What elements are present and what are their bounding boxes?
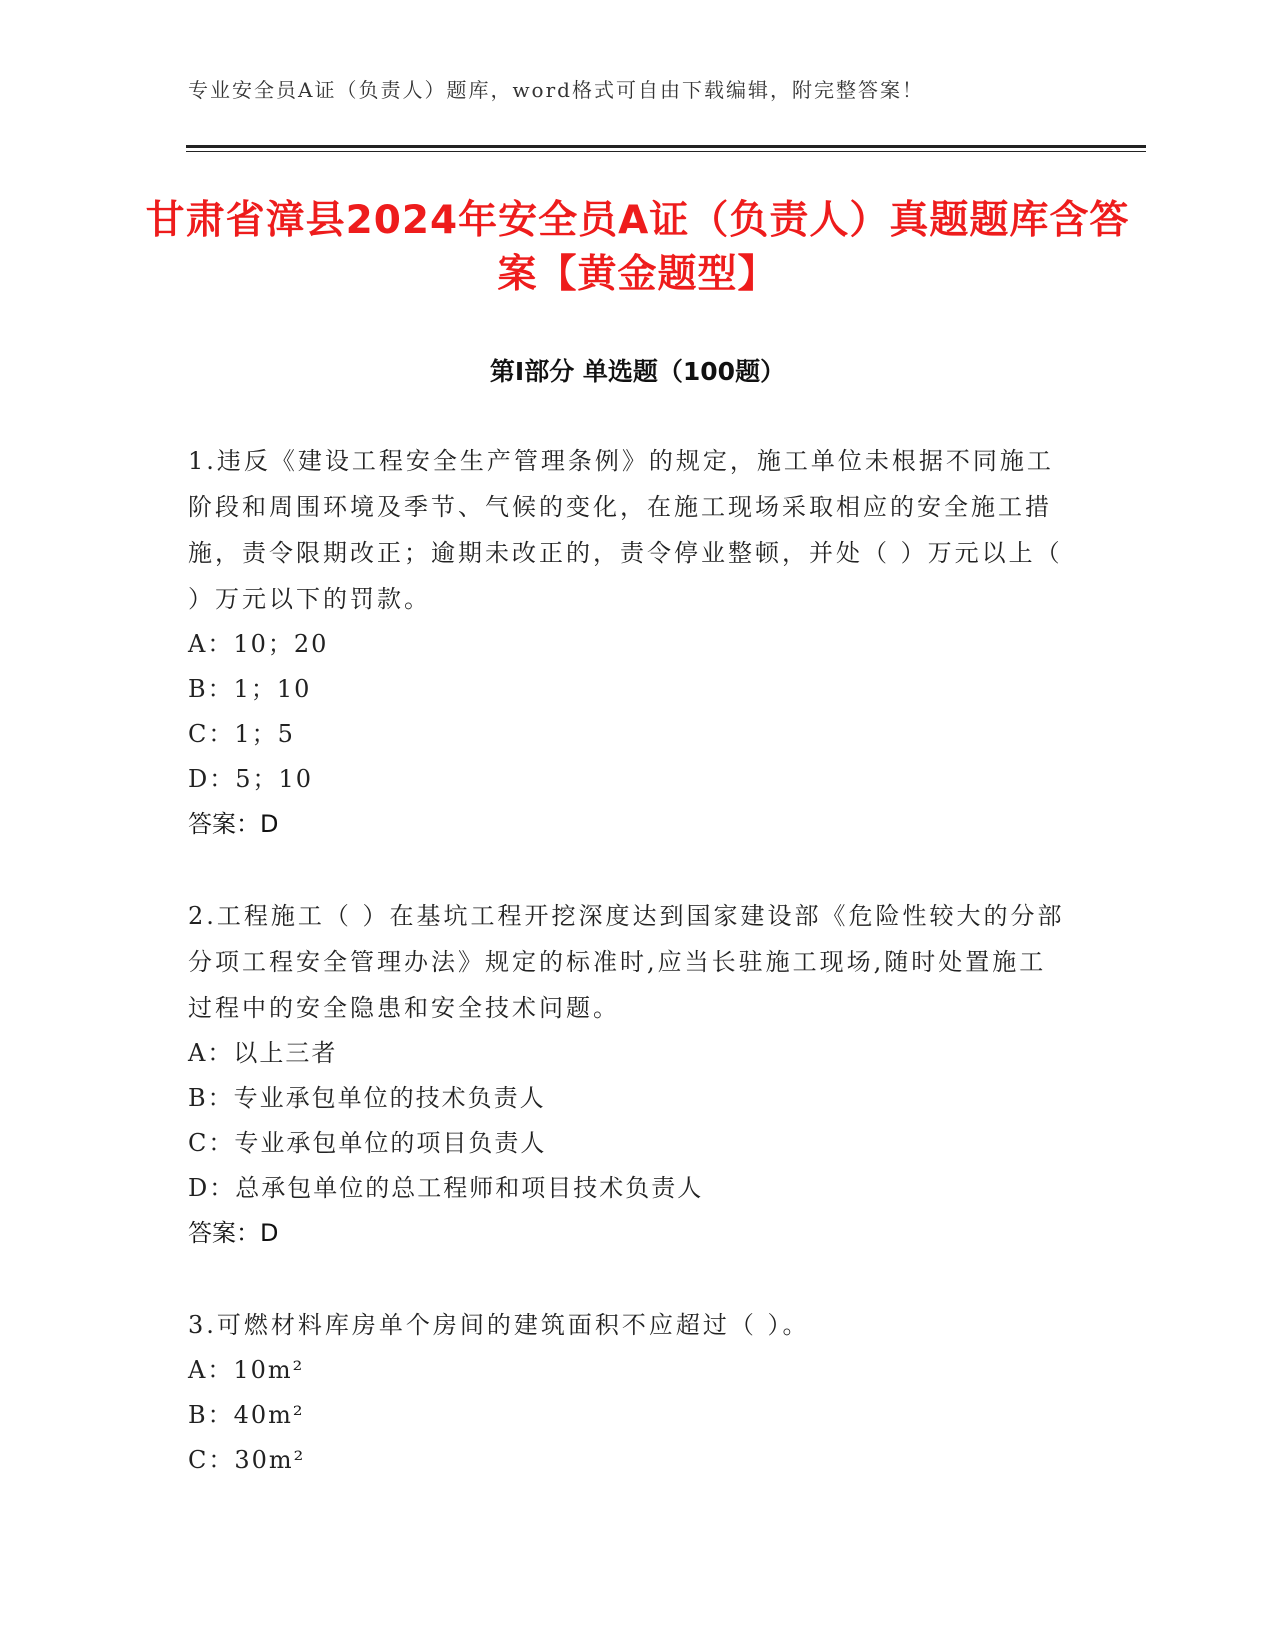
option-b: B：专业承包单位的技术负责人 xyxy=(188,1084,546,1112)
option-c: C：30m² xyxy=(188,1446,306,1474)
question-3 xyxy=(188,1302,1068,1483)
question-list xyxy=(188,438,1068,1529)
document-title: 甘肃省漳县2024年安全员A证（负责人）真题题库含答案【黄金题型】 xyxy=(145,198,1130,297)
answer: 答案：D xyxy=(188,1219,279,1247)
option-b: B：1；10 xyxy=(188,675,312,703)
option-a: A：10m² xyxy=(188,1356,305,1384)
option-a: A：10；20 xyxy=(188,630,329,658)
option-a: A：以上三者 xyxy=(188,1039,338,1067)
header-divider xyxy=(186,145,1146,148)
option-d: D：总承包单位的总工程师和项目技术负责人 xyxy=(188,1174,704,1202)
answer: 答案：D xyxy=(188,810,279,838)
option-c: C：1；5 xyxy=(188,720,295,748)
header-note: 专业安全员A证（负责人）题库，word格式可自由下载编辑，附完整答案！ xyxy=(188,78,924,102)
question-stem: 2.工程施工（ ）在基坑工程开挖深度达到国家建设部《危险性较大的分部分项工程安全管理办法》规定的标准时,应当长驻施工现场,随时处置施工过程中的安全隐患和安全技术问题。 xyxy=(188,902,1065,1022)
question-1 xyxy=(188,438,1068,847)
question-stem: 1.违反《建设工程安全生产管理条例》的规定，施工单位未根据不同施工阶段和周围环境及季节、气候的变化，在施工现场采取相应的安全施工措施，责令限期改正；逾期未改正的，责令停业整顿，并处（ ）万元以上（ ）万元以下的罚款。 xyxy=(188,447,1063,613)
option-b: B：40m² xyxy=(188,1401,305,1429)
option-c: C：专业承包单位的项目负责人 xyxy=(188,1129,547,1157)
option-d: D：5；10 xyxy=(188,765,314,793)
question-2 xyxy=(188,893,1068,1256)
section-title: 第Ⅰ部分 单选题（100题） xyxy=(489,357,786,386)
header-divider-thin xyxy=(186,151,1146,152)
question-stem: 3.可燃材料库房单个房间的建筑面积不应超过（ ）。 xyxy=(188,1311,810,1339)
